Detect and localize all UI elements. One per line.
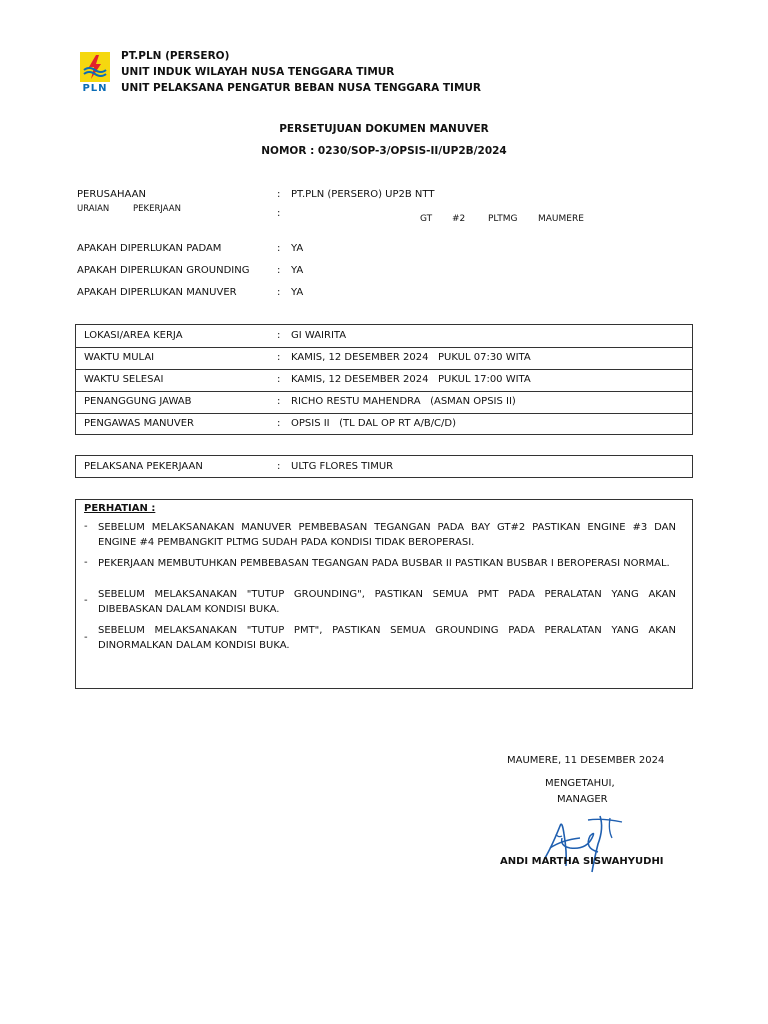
pln-logo bbox=[80, 52, 110, 96]
logo-text: PLN bbox=[82, 83, 108, 94]
colon: : bbox=[277, 243, 281, 254]
company-name: PT.PLN (PERSERO) bbox=[121, 50, 230, 62]
uraian-word: GT bbox=[420, 214, 433, 224]
colon: : bbox=[277, 287, 281, 298]
table-row bbox=[76, 391, 692, 414]
manager-role: MANAGER bbox=[557, 794, 608, 805]
padam-label: APAKAH DIPERLUKAN PADAM bbox=[77, 243, 222, 254]
manager-name: ANDI MARTHA SISWAHYUDHI bbox=[500, 856, 664, 867]
handwritten-signature bbox=[540, 808, 630, 881]
uraian-label-2: PEKERJAAN bbox=[133, 204, 181, 214]
bullet-dash: - bbox=[84, 595, 88, 606]
colon: : bbox=[277, 189, 281, 200]
colon: : bbox=[277, 396, 281, 407]
uraian-word: #2 bbox=[452, 214, 466, 224]
bullet-dash: - bbox=[84, 521, 88, 532]
padam-value: YA bbox=[291, 243, 304, 254]
uraian-label-1: URAIAN bbox=[77, 204, 110, 214]
perusahaan-value: PT.PLN (PERSERO) UP2B NTT bbox=[291, 189, 435, 200]
unit-induk: UNIT INDUK WILAYAH NUSA TENGGARA TIMUR bbox=[121, 66, 395, 78]
note-item: SEBELUM MELAKSANAKAN "TUTUP GROUNDING", PASTIKAN SEMUA PMT PADA PERALATAN YANG AKAN DIBEBASKAN DALAM KONDISI BUKA. bbox=[98, 589, 676, 615]
perhatian-heading: PERHATIAN : bbox=[84, 503, 156, 514]
row-label: LOKASI/AREA KERJA bbox=[84, 330, 183, 341]
unit-pelaksana: UNIT PELAKSANA PENGATUR BEBAN NUSA TENGGARA TIMUR bbox=[121, 82, 482, 94]
mengetahui-label: MENGETAHUI, bbox=[545, 778, 615, 789]
colon: : bbox=[277, 374, 281, 385]
pelaksana-label: PELAKSANA PEKERJAAN bbox=[84, 461, 203, 472]
perusahaan-label: PERUSAHAAN bbox=[77, 189, 146, 200]
work-details-table bbox=[75, 324, 693, 435]
table-row bbox=[76, 369, 692, 392]
row-value: RICHO RESTU MAHENDRA (ASMAN OPSIS II) bbox=[291, 396, 516, 407]
row-label: PENANGGUNG JAWAB bbox=[84, 396, 192, 407]
grounding-label: APAKAH DIPERLUKAN GROUNDING bbox=[77, 265, 250, 276]
row-value: KAMIS, 12 DESEMBER 2024 PUKUL 17:00 WITA bbox=[291, 374, 531, 385]
document-title: PERSETUJUAN DOKUMEN MANUVER bbox=[279, 123, 489, 135]
table-row bbox=[76, 413, 692, 434]
colon: : bbox=[277, 461, 281, 472]
table-row bbox=[76, 347, 692, 370]
note-item: SEBELUM MELAKSANAKAN "TUTUP PMT", PASTIKAN SEMUA GROUNDING PADA PERALATAN YANG AKAN DINORMALKAN DALAM KONDISI BUKA. bbox=[98, 625, 676, 651]
row-value: KAMIS, 12 DESEMBER 2024 PUKUL 07:30 WITA bbox=[291, 352, 531, 363]
colon: : bbox=[277, 208, 281, 219]
colon: : bbox=[277, 418, 281, 429]
bullet-dash: - bbox=[84, 632, 88, 643]
note-item: PEKERJAAN MEMBUTUHKAN PEMBEBASAN TEGANGAN PADA BUSBAR II PASTIKAN BUSBAR I BEROPERASI NORMAL. bbox=[98, 558, 670, 569]
place-date: MAUMERE, 11 DESEMBER 2024 bbox=[507, 755, 665, 766]
manuver-value: YA bbox=[291, 287, 304, 298]
row-label: WAKTU MULAI bbox=[84, 352, 155, 363]
row-value: GI WAIRITA bbox=[291, 330, 347, 341]
uraian-word: PLTMG bbox=[488, 214, 518, 224]
row-label: WAKTU SELESAI bbox=[84, 374, 164, 385]
document-number: NOMOR : 0230/SOP-3/OPSIS-II/UP2B/2024 bbox=[261, 145, 507, 157]
colon: : bbox=[277, 265, 281, 276]
table-row bbox=[76, 325, 692, 348]
colon: : bbox=[277, 330, 281, 341]
row-label: PENGAWAS MANUVER bbox=[84, 418, 194, 429]
manuver-label: APAKAH DIPERLUKAN MANUVER bbox=[77, 287, 237, 298]
bullet-dash: - bbox=[84, 557, 88, 568]
pelaksana-box bbox=[75, 455, 693, 478]
colon: : bbox=[277, 352, 281, 363]
note-item: SEBELUM MELAKSANAKAN MANUVER PEMBEBASAN TEGANGAN PADA BAY GT#2 PASTIKAN ENGINE #3 DAN ENGINE #4 PEMBANGKIT PLTMG SUDAH PADA KONDISI TIDAK BEROPERASI. bbox=[98, 522, 676, 548]
grounding-value: YA bbox=[291, 265, 304, 276]
row-value: OPSIS II (TL DAL OP RT A/B/C/D) bbox=[291, 418, 457, 429]
pelaksana-value: ULTG FLORES TIMUR bbox=[291, 461, 394, 472]
uraian-word: MAUMERE bbox=[538, 214, 584, 224]
